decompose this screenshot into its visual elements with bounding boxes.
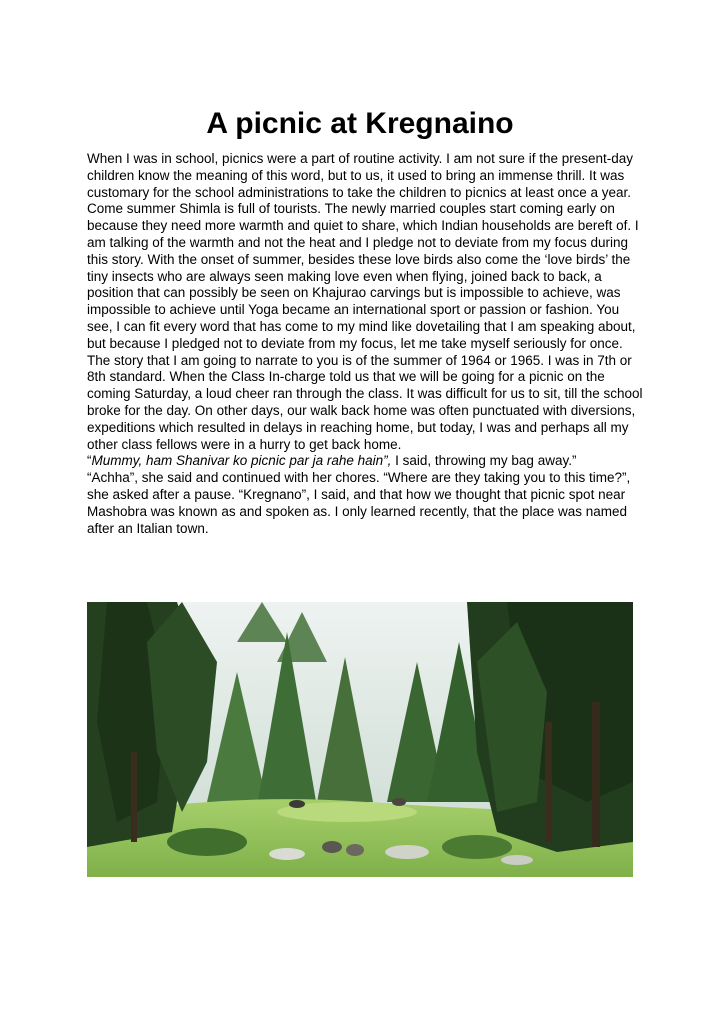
paragraph-3: The story that I am going to narrate to you is of the summer of 1964 or 1965. I was in 7th or 8th standard. When the Class In-charge told us that we will be going for a picnic on the coming Saturday, a loud cheer ran through the class. It was difficult for us to sit, till the school broke for the day. On other days, our walk back home was often punctuated with diversions, expeditions which resulted in delays in reaching home, but today, I was and perhaps all my other class fellows were in a hurry to get back home.: [87, 352, 643, 452]
quote-rest: I said, throwing my bag away.”: [391, 453, 577, 469]
article-body: [87, 151, 647, 537]
paragraph-2: Come summer Shimla is full of tourists. The newly married couples start coming early on because they need more warmth and quiet to share, which Indian households are bereft of. I am talking of the warmth and not the heat and I pledge not to deviate from my focus during this story. With the onset of summer, besides these love birds also come the ‘love birds’ the tiny insects who are always seen making love even when flying, joined back to back, a position that can possibly be seen on Khajurao carvings but is impossible to achieve, was impossible to achieve until Yoga became an international sport or passion or fashion. You see, I can fit every word that has come to my mind like dovetailing that I am speaking about, but because I pledged not to deviate from my focus, let me take myself seriously for once.: [87, 201, 639, 351]
forest-meadow-photo: [87, 602, 633, 877]
paragraph-1: When I was in school, picnics were a part of routine activity. I am not sure if the present-day children know the meaning of this word, but to us, it used to bring an immense thrill. It was customary for the school administrations to take the children to picnics at least once a year.: [87, 151, 633, 200]
quote-open-mark: “: [87, 453, 92, 469]
quote-italic: Mummy, ham Shanivar ko picnic par ja rahe hain”,: [91, 453, 392, 469]
quote-paragraph: [87, 453, 647, 470]
page-title: A picnic at Kregnaino: [206, 107, 514, 140]
paragraph-5: “Achha”, she said and continued with her chores. “Where are they taking you to this time?”, she asked after a pause. “Kregnano”, I said, and that how we thought that picnic spot near Mashobra was known as and spoken as. I only learned recently, that the place was named after an Italian town.: [87, 470, 631, 536]
